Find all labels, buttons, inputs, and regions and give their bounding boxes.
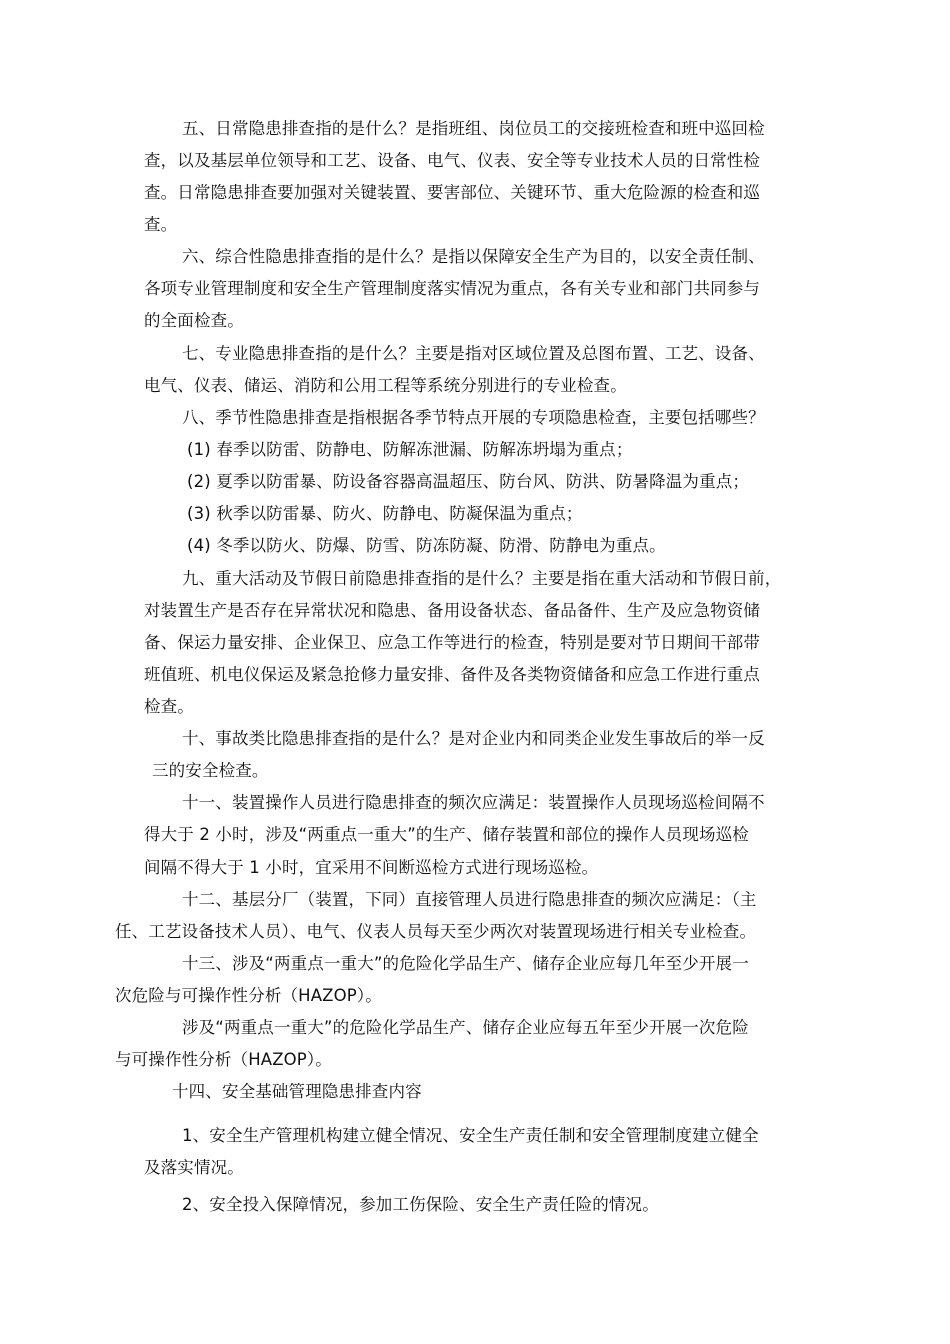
para-8-item-1: (1) 春季以防雷、防静电、防解冻泄漏、防解冻坍塌为重点； [187, 440, 633, 459]
para-12-line-2: 任、工艺设备技术人员）、电气、仪表人员每天至少两次对装置现场进行相关专业检查。 [115, 922, 757, 941]
section-14-heading: 十四、安全基础管理隐患排查内容 [172, 1082, 422, 1101]
para-6-line-2: 各项专业管理制度和安全生产管理制度落实情况为重点，各有关专业和部门共同参与 [144, 279, 761, 298]
para-9-line-3: 备、保运力量安排、企业保卫、应急工作等进行的检查，特别是要对节日期间干部带 [144, 633, 761, 652]
para-5-line-2: 查，以及基层单位领导和工艺、设备、电气、仪表、安全等专业技术人员的日常性检 [144, 151, 761, 170]
para-5-line-4: 查。 [144, 215, 178, 234]
para-8-item-4: (4) 冬季以防火、防爆、防雪、防冻防凝、防滑、防静电为重点。 [187, 536, 666, 555]
para-8-item-2: (2) 夏季以防雷暴、防设备容器高温超压、防台风、防洪、防暑降温为重点； [187, 472, 750, 491]
para-10-line-2: 三的安全检查。 [152, 761, 269, 780]
para-7-line-1: 七、专业隐患排查指的是什么？主要是指对区域位置及总图布置、工艺、设备、 [182, 344, 765, 363]
para-11-line-2: 得大于 2 小时，涉及“两重点一重大”的生产、储存装置和部位的操作人员现场巡检 [144, 825, 749, 844]
para-13b-line-2: 与可操作性分析（HAZOP）。 [115, 1050, 332, 1069]
para-13b-line-1: 涉及“两重点一重大”的危险化学品生产、储存企业应每五年至少开展一次危险 [182, 1018, 749, 1037]
para-9-line-1: 九、重大活动及节假日前隐患排查指的是什么？主要是指在重大活动和节假日前， [182, 569, 782, 588]
para-5-line-1: 五、日常隐患排查指的是什么？是指班组、岗位员工的交接班检查和班中巡回检 [182, 119, 765, 138]
para-6-line-3: 的全面检查。 [144, 311, 244, 330]
para-5-line-3: 查。日常隐患排查要加强对关键装置、要害部位、关键环节、重大危险源的检查和巡 [144, 183, 761, 202]
para-10-line-1: 十、事故类比隐患排查指的是什么？是对企业内和同类企业发生事故后的举一反 [182, 729, 765, 748]
para-9-line-4: 班值班、机电仪保运及紧急抢修力量安排、备件及各类物资储备和应急工作进行重点 [144, 665, 761, 684]
para-7-line-2: 电气、仪表、储运、消防和公用工程等系统分别进行的专业检查。 [144, 376, 627, 395]
para-13-line-2: 次危险与可操作性分析（HAZOP）。 [115, 986, 382, 1005]
para-11-line-1: 十一、装置操作人员进行隐患排查的频次应满足：装置操作人员现场巡检间隔不 [182, 793, 765, 812]
para-9-line-5: 检查。 [144, 697, 194, 716]
section-14-item-2-line-1: 2、安全投入保障情况，参加工伤保险、安全生产责任险的情况。 [182, 1195, 659, 1214]
para-8-line-1: 八、季节性隐患排查是指根据各季节特点开展的专项隐患检查，主要包括哪些？ [182, 408, 765, 427]
section-14-item-1-line-2: 及落实情况。 [144, 1158, 244, 1177]
para-13-line-1: 十三、涉及“两重点一重大”的危险化学品生产、储存企业应每几年至少开展一 [182, 954, 749, 973]
para-6-line-1: 六、综合性隐患排查指的是什么？是指以保障安全生产为目的，以安全责任制、 [182, 247, 765, 266]
section-14-item-1-line-1: 1、安全生产管理机构建立健全情况、安全生产责任制和安全管理制度建立健全 [182, 1126, 759, 1145]
para-9-line-2: 对装置生产是否存在异常状况和隐患、备用设备状态、备品备件、生产及应急物资储 [144, 601, 761, 620]
para-11-line-3: 间隔不得大于 1 小时，宜采用不间断巡检方式进行现场巡检。 [144, 858, 599, 877]
para-12-line-1: 十二、基层分厂（装置，下同）直接管理人员进行隐患排查的频次应满足：（主 [182, 890, 757, 909]
para-8-item-3: (3) 秋季以防雷暴、防火、防静电、防凝保温为重点； [187, 504, 583, 523]
